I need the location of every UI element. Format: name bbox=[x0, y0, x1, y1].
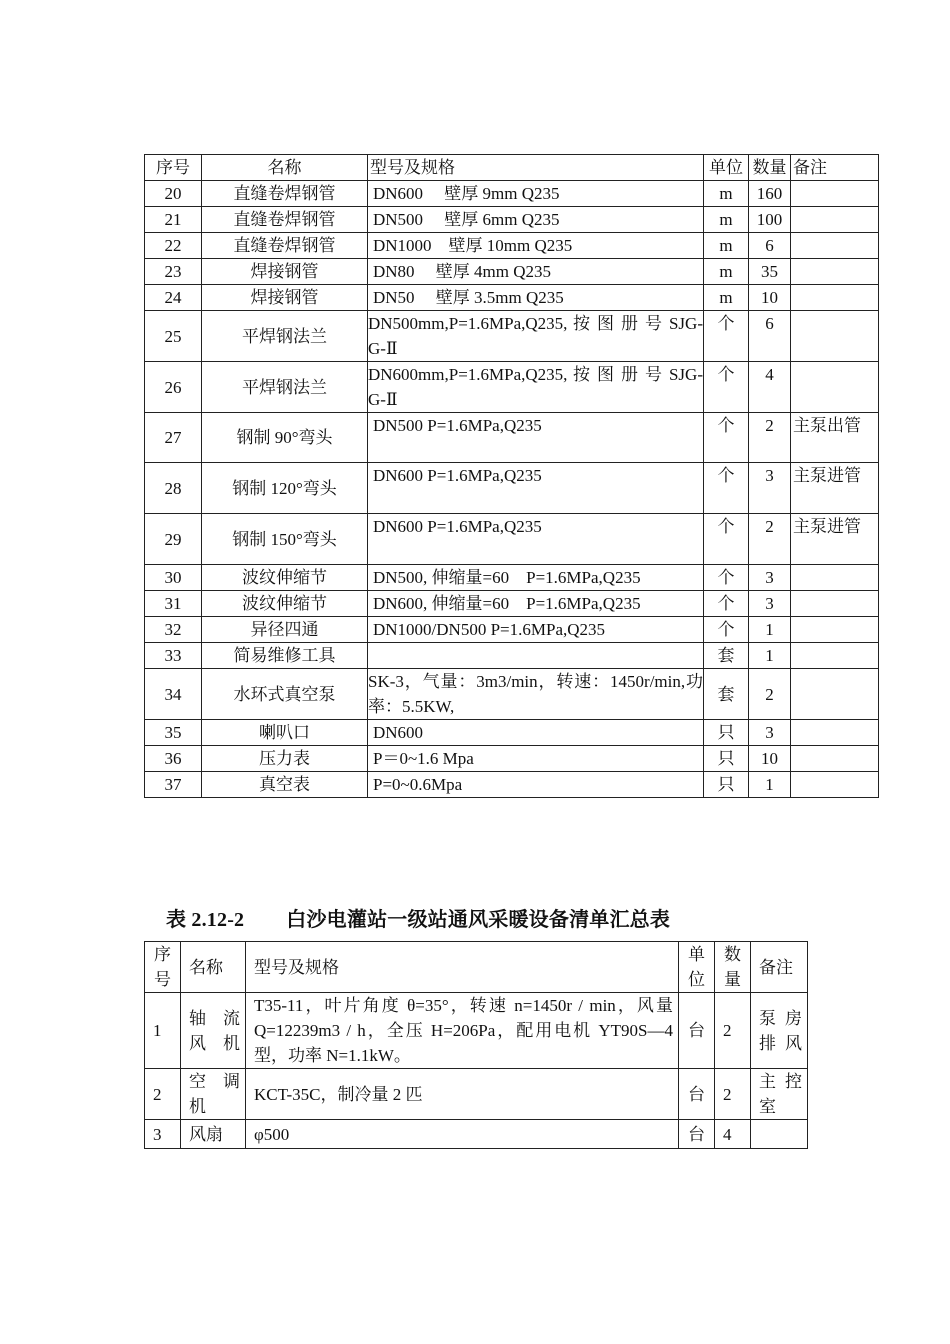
cell-qty: 35 bbox=[749, 259, 791, 285]
cell-qty: 2 bbox=[749, 514, 791, 565]
cell-no: 33 bbox=[145, 643, 202, 669]
cell-no: 34 bbox=[145, 669, 202, 720]
cell-note bbox=[791, 669, 879, 720]
cell-note: 主泵进管 bbox=[791, 514, 879, 565]
cell-unit: 台 bbox=[679, 1069, 715, 1120]
cell-qty: 10 bbox=[749, 285, 791, 311]
cell-qty: 100 bbox=[749, 207, 791, 233]
header-spec: 型号及规格 bbox=[368, 155, 704, 181]
cell-no: 28 bbox=[145, 463, 202, 514]
cell-no: 1 bbox=[145, 993, 181, 1069]
cell-qty: 160 bbox=[749, 181, 791, 207]
cell-spec: φ500 bbox=[246, 1120, 679, 1149]
cell-no: 32 bbox=[145, 617, 202, 643]
cell-name: 喇叭口 bbox=[202, 720, 368, 746]
table-row bbox=[145, 643, 879, 669]
cell-spec: P＝0~1.6 Mpa bbox=[368, 746, 704, 772]
cell-note bbox=[791, 565, 879, 591]
cell-qty: 2 bbox=[749, 669, 791, 720]
cell-name: 水环式真空泵 bbox=[202, 669, 368, 720]
cell-qty: 1 bbox=[749, 617, 791, 643]
cell-note bbox=[791, 720, 879, 746]
equipment-table-1 bbox=[144, 154, 879, 798]
table-row bbox=[145, 362, 879, 413]
cell-qty: 2 bbox=[715, 993, 751, 1069]
cell-unit: m bbox=[704, 207, 749, 233]
table-row bbox=[145, 772, 879, 798]
table2-title bbox=[166, 903, 670, 932]
cell-unit: 个 bbox=[704, 565, 749, 591]
cell-name: 真空表 bbox=[202, 772, 368, 798]
cell-name: 焊接钢管 bbox=[202, 285, 368, 311]
cell-name: 直缝卷焊钢管 bbox=[202, 181, 368, 207]
header-qty: 数量 bbox=[749, 155, 791, 181]
cell-no: 20 bbox=[145, 181, 202, 207]
cell-unit: m bbox=[704, 285, 749, 311]
cell-unit: 只 bbox=[704, 720, 749, 746]
cell-unit: 个 bbox=[704, 413, 749, 463]
cell-qty: 2 bbox=[715, 1069, 751, 1120]
cell-name: 钢制 90°弯头 bbox=[202, 413, 368, 463]
cell-unit: m bbox=[704, 259, 749, 285]
cell-name: 直缝卷焊钢管 bbox=[202, 233, 368, 259]
cell-unit: 个 bbox=[704, 463, 749, 514]
cell-spec: DN600 P=1.6MPa,Q235 bbox=[368, 463, 704, 514]
header-no: 序号 bbox=[145, 155, 202, 181]
cell-note: 主泵出管 bbox=[791, 413, 879, 463]
cell-note bbox=[791, 591, 879, 617]
table-row bbox=[145, 514, 879, 565]
header-name: 名称 bbox=[202, 155, 368, 181]
cell-no: 30 bbox=[145, 565, 202, 591]
cell-note bbox=[791, 181, 879, 207]
cell-name: 直缝卷焊钢管 bbox=[202, 207, 368, 233]
table-row bbox=[145, 1120, 808, 1149]
table-header-row bbox=[145, 942, 808, 993]
cell-name: 空 调 机 bbox=[181, 1069, 246, 1120]
cell-name: 简易维修工具 bbox=[202, 643, 368, 669]
cell-note: 主泵进管 bbox=[791, 463, 879, 514]
cell-unit: 个 bbox=[704, 362, 749, 413]
cell-qty: 2 bbox=[749, 413, 791, 463]
cell-qty: 3 bbox=[749, 720, 791, 746]
cell-qty: 4 bbox=[715, 1120, 751, 1149]
cell-unit: 个 bbox=[704, 311, 749, 362]
cell-qty: 4 bbox=[749, 362, 791, 413]
table-row bbox=[145, 181, 879, 207]
table-header-row bbox=[145, 155, 879, 181]
cell-note bbox=[791, 746, 879, 772]
table-row bbox=[145, 720, 879, 746]
cell-no: 37 bbox=[145, 772, 202, 798]
cell-note bbox=[791, 233, 879, 259]
table2-title-number: 表 2.12-2 bbox=[166, 909, 245, 931]
table-row bbox=[145, 669, 879, 720]
table-row bbox=[145, 285, 879, 311]
table-row bbox=[145, 207, 879, 233]
cell-no: 26 bbox=[145, 362, 202, 413]
cell-note bbox=[791, 643, 879, 669]
cell-spec: DN80 壁厚 4mm Q235 bbox=[368, 259, 704, 285]
cell-name: 平焊钢法兰 bbox=[202, 362, 368, 413]
header-unit: 单位 bbox=[704, 155, 749, 181]
cell-spec: DN1000 壁厚 10mm Q235 bbox=[368, 233, 704, 259]
cell-spec: DN500 壁厚 6mm Q235 bbox=[368, 207, 704, 233]
table-row bbox=[145, 746, 879, 772]
cell-name: 轴 流 风机 bbox=[181, 993, 246, 1069]
cell-no: 27 bbox=[145, 413, 202, 463]
cell-name: 异径四通 bbox=[202, 617, 368, 643]
cell-qty: 1 bbox=[749, 772, 791, 798]
cell-spec bbox=[368, 643, 704, 669]
header-qty: 数量 bbox=[715, 942, 751, 993]
cell-unit: 套 bbox=[704, 669, 749, 720]
cell-spec: DN500, 伸缩量=60 P=1.6MPa,Q235 bbox=[368, 565, 704, 591]
cell-spec: DN600 P=1.6MPa,Q235 bbox=[368, 514, 704, 565]
table-row bbox=[145, 591, 879, 617]
table-row bbox=[145, 413, 879, 463]
cell-note bbox=[791, 772, 879, 798]
cell-no: 31 bbox=[145, 591, 202, 617]
table-row bbox=[145, 233, 879, 259]
cell-unit: 台 bbox=[679, 1120, 715, 1149]
cell-no: 3 bbox=[145, 1120, 181, 1149]
cell-unit: 个 bbox=[704, 514, 749, 565]
cell-unit: 套 bbox=[704, 643, 749, 669]
table-row bbox=[145, 311, 879, 362]
cell-name: 平焊钢法兰 bbox=[202, 311, 368, 362]
cell-name: 压力表 bbox=[202, 746, 368, 772]
cell-spec: DN500mm,P=1.6MPa,Q235, 按 图 册 号 SJG-G-Ⅱ bbox=[368, 311, 704, 362]
cell-note bbox=[791, 207, 879, 233]
cell-qty: 10 bbox=[749, 746, 791, 772]
cell-no: 29 bbox=[145, 514, 202, 565]
cell-name: 焊接钢管 bbox=[202, 259, 368, 285]
cell-qty: 3 bbox=[749, 565, 791, 591]
cell-note: 泵房排风 bbox=[751, 993, 808, 1069]
header-note: 备注 bbox=[751, 942, 808, 993]
cell-spec: DN50 壁厚 3.5mm Q235 bbox=[368, 285, 704, 311]
header-note: 备注 bbox=[791, 155, 879, 181]
cell-unit: 台 bbox=[679, 993, 715, 1069]
cell-spec: KCT-35C，制冷量 2 匹 bbox=[246, 1069, 679, 1120]
cell-note bbox=[791, 285, 879, 311]
table2-title-text: 白沙电灌站一级站通风采暖设备清单汇总表 bbox=[286, 909, 671, 931]
cell-no: 35 bbox=[145, 720, 202, 746]
cell-qty: 1 bbox=[749, 643, 791, 669]
cell-note bbox=[791, 362, 879, 413]
table-row bbox=[145, 617, 879, 643]
cell-name: 风扇 bbox=[181, 1120, 246, 1149]
table-row bbox=[145, 1069, 808, 1120]
header-unit: 单位 bbox=[679, 942, 715, 993]
table-row bbox=[145, 259, 879, 285]
cell-name: 波纹伸缩节 bbox=[202, 565, 368, 591]
cell-no: 21 bbox=[145, 207, 202, 233]
header-spec: 型号及规格 bbox=[246, 942, 679, 993]
cell-no: 2 bbox=[145, 1069, 181, 1120]
cell-spec: DN600, 伸缩量=60 P=1.6MPa,Q235 bbox=[368, 591, 704, 617]
cell-unit: 个 bbox=[704, 591, 749, 617]
header-name: 名称 bbox=[181, 942, 246, 993]
cell-note bbox=[791, 617, 879, 643]
cell-qty: 6 bbox=[749, 233, 791, 259]
cell-note bbox=[751, 1120, 808, 1149]
table-row bbox=[145, 993, 808, 1069]
cell-spec: DN600mm,P=1.6MPa,Q235, 按 图 册 号 SJG-G-Ⅱ bbox=[368, 362, 704, 413]
equipment-table-2 bbox=[144, 941, 808, 1149]
cell-name: 钢制 120°弯头 bbox=[202, 463, 368, 514]
cell-spec: DN500 P=1.6MPa,Q235 bbox=[368, 413, 704, 463]
table-row bbox=[145, 565, 879, 591]
cell-qty: 6 bbox=[749, 311, 791, 362]
cell-no: 23 bbox=[145, 259, 202, 285]
cell-spec: SK-3，气量：3m3/min，转速：1450r/min,功率：5.5KW, bbox=[368, 669, 704, 720]
cell-spec: DN600 壁厚 9mm Q235 bbox=[368, 181, 704, 207]
cell-spec: DN600 bbox=[368, 720, 704, 746]
header-no: 序号 bbox=[145, 942, 181, 993]
cell-note: 主控室 bbox=[751, 1069, 808, 1120]
cell-no: 24 bbox=[145, 285, 202, 311]
table-row bbox=[145, 463, 879, 514]
cell-no: 36 bbox=[145, 746, 202, 772]
cell-qty: 3 bbox=[749, 591, 791, 617]
cell-unit: m bbox=[704, 181, 749, 207]
cell-unit: m bbox=[704, 233, 749, 259]
cell-note bbox=[791, 259, 879, 285]
cell-no: 25 bbox=[145, 311, 202, 362]
cell-qty: 3 bbox=[749, 463, 791, 514]
cell-name: 钢制 150°弯头 bbox=[202, 514, 368, 565]
cell-unit: 只 bbox=[704, 746, 749, 772]
cell-spec: P=0~0.6Mpa bbox=[368, 772, 704, 798]
cell-name: 波纹伸缩节 bbox=[202, 591, 368, 617]
cell-spec: DN1000/DN500 P=1.6MPa,Q235 bbox=[368, 617, 704, 643]
cell-unit: 只 bbox=[704, 772, 749, 798]
cell-no: 22 bbox=[145, 233, 202, 259]
cell-note bbox=[791, 311, 879, 362]
cell-unit: 个 bbox=[704, 617, 749, 643]
cell-spec: T35-11，叶片角度 θ=35°，转速 n=1450r / min，风量 Q=12239m3 / h，全压 H=206Pa，配用电机 YT90S—4 型，功率 N=1.1kW。 bbox=[246, 993, 679, 1069]
